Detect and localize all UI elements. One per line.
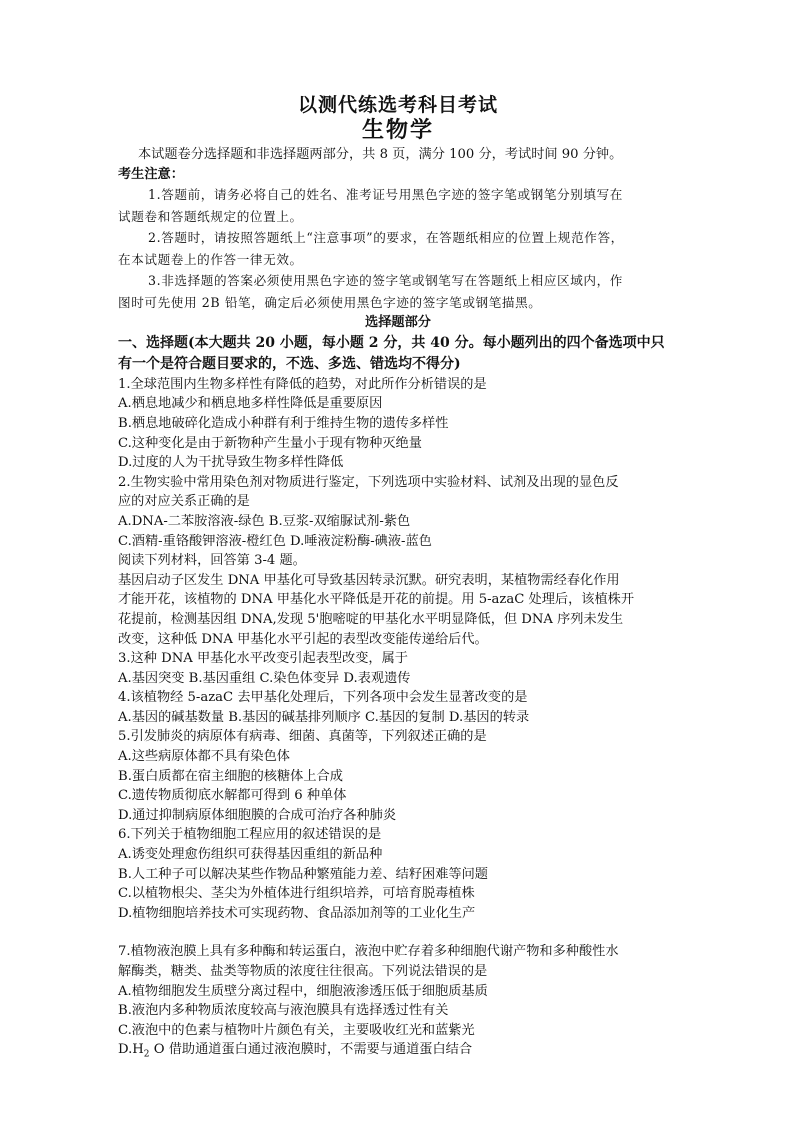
notice-2-line-2: 在本试题卷上的作答一律无效。: [118, 251, 303, 267]
q5-option-a: A.这些病原体都不具有染色体: [118, 749, 290, 765]
q2-options-ab: A.DNA-二苯胺溶液-绿色 B.豆浆-双缩脲试剂-紫色: [118, 513, 411, 529]
section-heading-line-2: 有一个是符合题目要求的，不选、多选、错选均不得分): [118, 355, 461, 372]
q7-option-c: C.液泡中的色素与植物叶片颜色有关，主要吸收红光和蓝紫光: [118, 1022, 475, 1038]
q1-option-c: C.这种变化是由于新物种产生量小于现有物种灭绝量: [118, 435, 422, 451]
q6-stem: 6.下列关于植物细胞工程应用的叙述错误的是: [118, 827, 382, 843]
q5-option-b: B.蛋白质都在宿主细胞的核糖体上合成: [118, 768, 343, 784]
q1-option-a: A.栖息地减少和栖息地多样性降低是重要原因: [118, 396, 383, 412]
q2-stem-line-1: 2.生物实验中常用染色剂对物质进行鉴定，下列选项中实验材料、试剂及出现的显色反: [118, 474, 619, 490]
q6-option-c: C.以植物根尖、茎尖为外植体进行组织培养，可培育脱毒植株: [118, 886, 475, 902]
q7-option-d-prefix: D.H: [118, 1042, 144, 1058]
q7-option-d: [118, 1040, 678, 1065]
q5-stem: 5.引发肺炎的病原体有病毒、细菌、真菌等，下列叙述正确的是: [118, 729, 487, 745]
q7-stem-line-2: 解酶类，糖类、盐类等物质的浓度往往很高。下列说法错误的是: [118, 964, 488, 979]
notice-2-line-1: 2.答题时，请按照答题纸上“注意事项”的要求，在答题纸相应的位置上规范作答，: [148, 230, 624, 246]
q2-options-cd: C.酒精-重铬酸钾溶液-橙红色 D.唾液淀粉酶-碘液-蓝色: [118, 533, 432, 549]
q1-option-b: B.栖息地破碎化造成小种群有利于维持生物的遗传多样性: [118, 415, 449, 431]
q7-option-a: A.植物细胞发生质壁分离过程中，细胞液渗透压低于细胞质基质: [118, 983, 488, 999]
q7-stem-line-1: 7.植物液泡膜上具有多种酶和转运蛋白，液泡中贮存着多种细胞代谢产物和多种酸性水: [118, 944, 619, 960]
q4-stem: 4.该植物经 5-azaC 去甲基化处理后，下列各项中会发生显著改变的是: [118, 690, 528, 706]
q7-option-d-text: O 借助通道蛋白通过液泡膜时，不需要与通道蛋白结合: [149, 1042, 473, 1058]
q2-stem-line-2: 应的对应关系正确的是: [118, 494, 250, 510]
notice-1-line-2: 试题卷和答题纸规定的位置上。: [118, 208, 303, 224]
q6-option-a: A.诱变处理愈伤组织可获得基因重组的新品种: [118, 847, 383, 863]
material-intro: 阅读下列材料，回答第 3-4 题。: [118, 553, 306, 569]
notice-3-line-2: 图时可先使用 2B 铅笔，确定后必须使用黑色字迹的签字笔或钢笔描黑。: [118, 294, 542, 310]
material-line-3: 花提前，检测基因组 DNA,发现 5'胞嘧啶的甲基化水平明显降低，但 DNA 序列未发生: [118, 611, 624, 627]
q3-stem: 3.这种 DNA 甲基化水平改变引起表型改变，属于: [118, 651, 408, 667]
q6-option-d: D.植物细胞培养技术可实现药物、食品添加剂等的工业化生产: [118, 905, 476, 921]
q7-option-b: B.液泡内多种物质浓度较高与液泡膜具有选择透过性有关: [118, 1003, 449, 1019]
q4-options: A.基因的碱基数量 B.基因的碱基排列顺序 C.基因的复制 D.基因的转录: [118, 709, 530, 725]
notice-title: 考生注意：: [118, 166, 184, 182]
part-title: 选择题部分: [365, 315, 431, 331]
material-line-1: 基因启动子区发生 DNA 甲基化可导致基因转录沉默。研究表明，某植物需经春化作用: [118, 572, 620, 588]
exam-title: 以测代练选考科目考试: [297, 94, 498, 116]
q1-option-d: D.过度的人为干扰导致生物多样性降低: [118, 455, 344, 471]
q7-option-d-subscript: 2: [143, 1050, 150, 1061]
section-heading-line-1: 一、选择题(本大题共 20 小题，每小题 2 分，共 40 分。每小题列出的四个备选项中只: [118, 334, 665, 351]
notice-1-line-1: 1.答题前，请务必将自己的姓名、准考证号用黑色字迹的签字笔或钢笔分别填写在: [148, 187, 623, 203]
exam-page: [118, 94, 678, 1066]
blank-gap: [118, 923, 678, 942]
q1-stem: 1.全球范围内生物多样性有降低的趋势，对此所作分析错误的是: [118, 376, 487, 392]
q5-option-d: D.通过抑制病原体细胞膜的合成可治疗各种肺炎: [118, 807, 397, 823]
subject-title: 生物学: [361, 117, 434, 143]
exam-intro: 本试题卷分选择题和非选择题两部分，共 8 页，满分 100 分，考试时间 90 分钟。: [138, 147, 623, 162]
notice-3-line-1: 3.非选择题的答案必须使用黑色字迹的签字笔或钢笔写在答题纸上相应区域内，作: [148, 273, 623, 289]
material-line-2: 才能开花，该植物的 DNA 甲基化水平降低是开花的前提。用 5-azaC 处理后，该植株开: [118, 592, 635, 608]
q3-options: A.基因突变 B.基因重组 C.染色体变异 D.表观遗传: [118, 670, 411, 686]
q6-option-b: B.人工种子可以解决某些作物品种繁殖能力差、结籽困难等问题: [118, 866, 488, 882]
q5-option-c: C.遗传物质彻底水解都可得到 6 种单体: [118, 788, 347, 804]
material-line-4: 改变，这种低 DNA 甲基化水平引起的表型改变能传递给后代。: [118, 631, 488, 647]
